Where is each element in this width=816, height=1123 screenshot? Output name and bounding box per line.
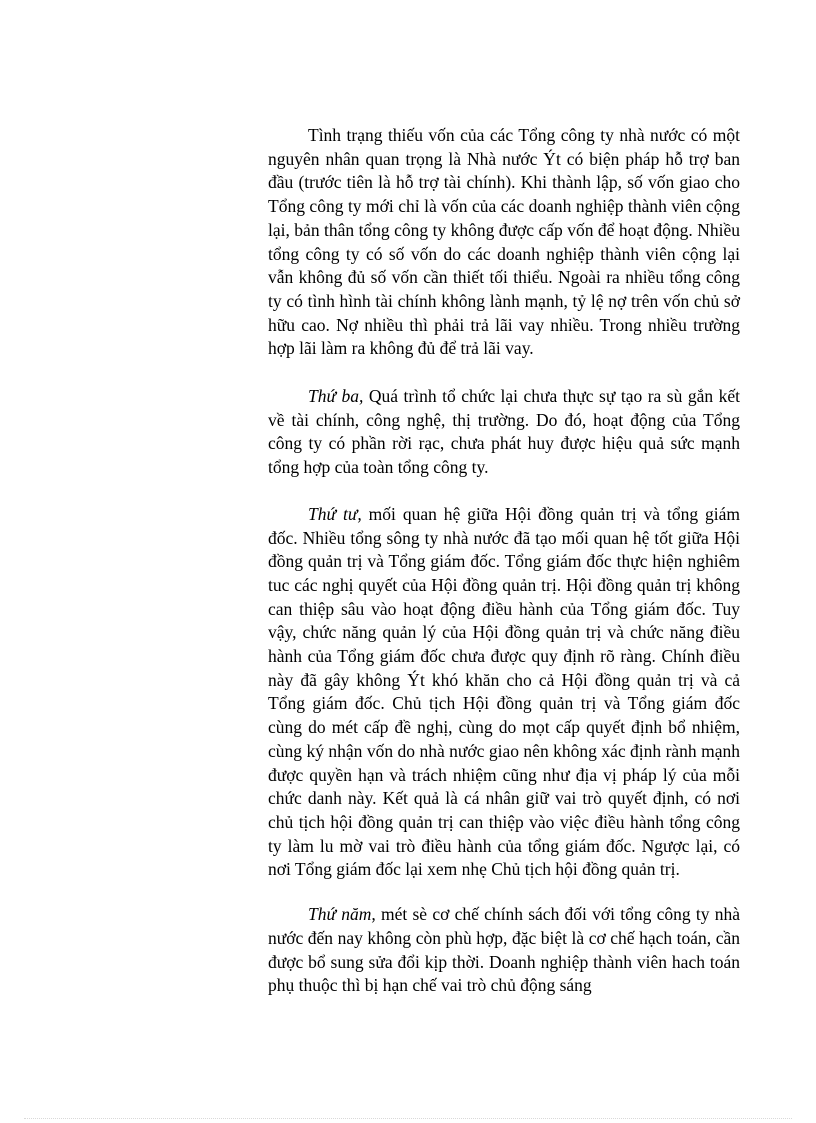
page-bottom-divider — [24, 1118, 792, 1119]
paragraph-text: Tình trạng thiếu vốn của các Tổng công ty nhà nước có một nguyên nhân quan trọng là Nhà nước Ýt có biện pháp hỗ trợ ban đầu (trước tiên là hỗ trợ tài chính). Khi thành lập, số vốn giao cho Tổng công ty mới chỉ là vốn của các doanh nghiệp thành viên cộng lại, bản thân tổng công ty không được cấp vốn để hoạt động. Nhiều tổng công ty có số vốn do các doanh nghiệp thành viên cộng lại vẫn không đủ số vốn cần thiết tối thiểu. Ngoài ra nhiều tổng công ty có tình hình tài chính không lành mạnh, tỷ lệ nợ trên vốn chủ sở hữu cao. Nợ nhiều thì phải trả lãi vay nhiều. Trong nhiều trường hợp lãi làm ra không đủ để trả lãi vay. — [268, 125, 740, 359]
paragraph-text: mối quan hệ giữa Hội đồng quản trị và tổng giám đốc. Nhiều tổng sông ty nhà nước đã tạo mối quan hệ tốt giữa Hội đồng quản trị và Tổng giám đốc. Tổng giám đốc thực hiện nghiêm tuc các nghị quyết của Hội đồng quản trị. Hội đồng quản trị không can thiệp sâu vào hoạt động điều hành của Tổng giám đốc. Tuy vậy, chức năng quản lý của Hội đồng quản trị và chức năng điều hành của Tổng giám đốc chưa được quy định rõ ràng. Chính điều này đã gây không Ýt khó khăn cho cả Hội đồng quản trị và cả Tổng giám đốc. Chủ tịch Hội đồng quản trị và Tổng giám đốc cùng do mét cấp đề nghị, cùng do mọt cấp quyết định bổ nhiệm, cùng ký nhận vốn do nhà nước giao nên không xác định rành mạnh được quyền hạn và trách nhiệm cũng như địa vị pháp lý của mỗi chức danh này. Kết quả là cá nhân giữ vai trò quyết định, có nơi chủ tịch hội đồng quản trị can thiệp vào việc điều hành tổng công ty làm lu mờ vai trò điều hành của tổng giám đốc. Ngược lại, có nơi Tổng giám đốc lại xem nhẹ Chủ tịch hội đồng quản trị. — [268, 503, 740, 880]
paragraph-thu-ba — [268, 385, 740, 480]
paragraph-lead: Thứ tư, — [308, 503, 362, 524]
paragraph-lead: Thứ năm, — [308, 904, 376, 925]
paragraph-thu-tu — [268, 503, 740, 882]
paragraph-text: Quá trình tổ chức lại chưa thực sự tạo ra sù gắn kết về tài chính, công nghệ, thị trường. Do đó, hoạt động của Tổng công ty có phần rời rạc, chưa phát huy được hiệu quả sức mạnh tổng hợp của toàn tổng công ty. — [268, 386, 740, 478]
paragraph-thu-nam — [268, 903, 740, 998]
paragraph-lead: Thứ ba, — [308, 386, 364, 407]
document-body — [268, 124, 740, 998]
paragraph-text: mét sè cơ chế chính sách đối với tổng công ty nhà nước đến nay không còn phù hợp, đặc biệt là cơ chế hạch toán, cần được bổ sung sửa đổi kịp thời. Doanh nghiệp thành viên hach toán phụ thuộc thì bị hạn chế vai trò chủ động sáng — [268, 904, 740, 996]
paragraph-capital-shortage — [268, 124, 740, 361]
